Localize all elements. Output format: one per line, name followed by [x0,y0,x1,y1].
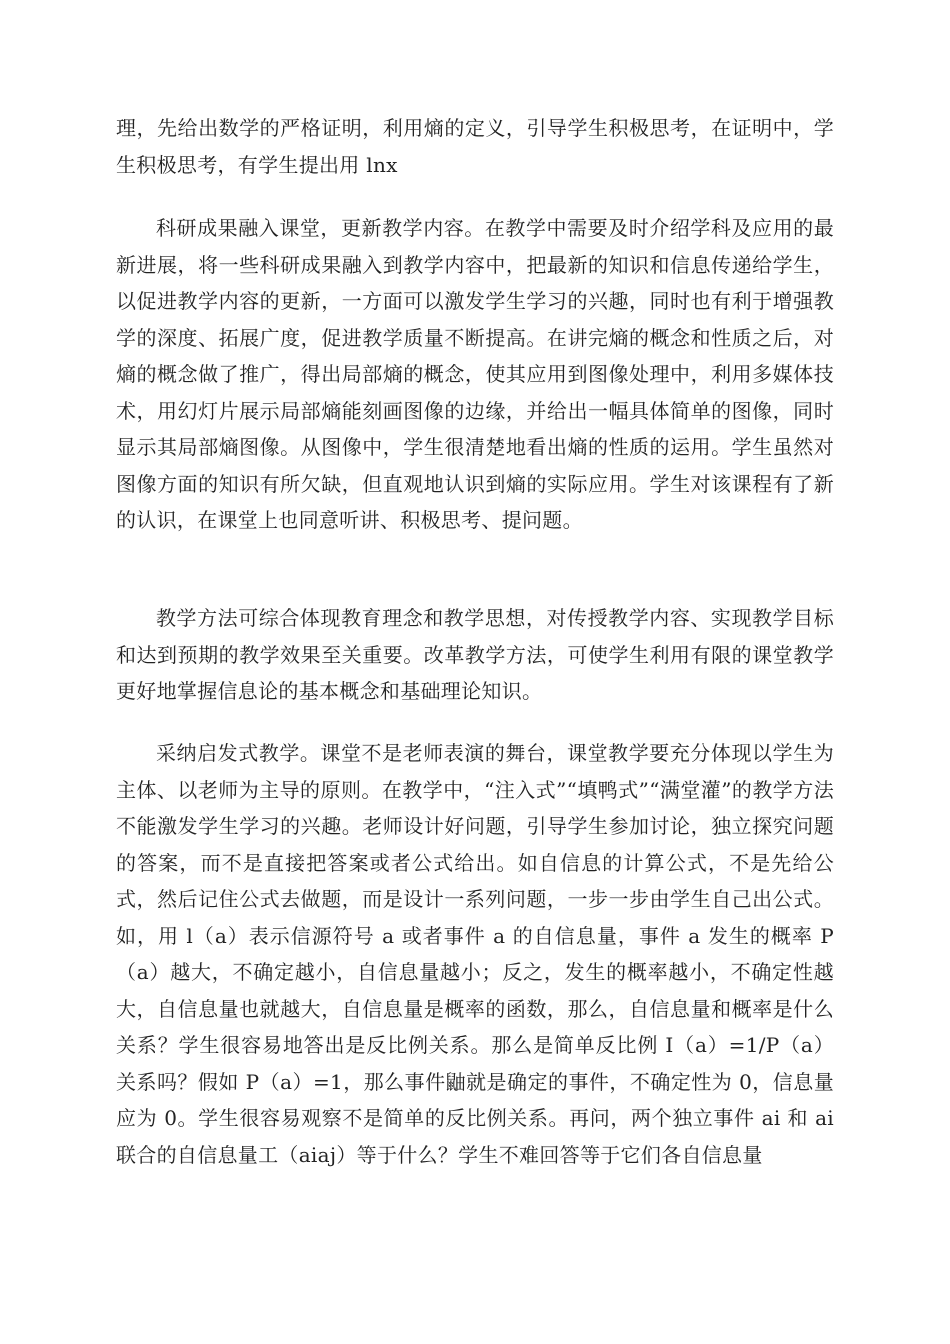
paragraph-teaching-methods: 教学方法可综合体现教育理念和教学思想，对传授教学内容、实现教学目标和达到预期的教学效果至关重要。改革教学方法，可使学生利用有限的课堂教学更好地掌握信息论的基本概念和基础理论知识。 [116,606,834,703]
paragraph-research-integration: 科研成果融入课堂，更新教学内容。在教学中需要及时介绍学科及应用的最新进展，将一些科研成果融入到教学内容中，把最新的知识和信息传递给学生，以促进教学内容的更新，一方面可以激发学生学习的兴趣，同时也有利于增强教学的深度、拓展广度，促进教学质量不断提高。在讲完熵的概念和性质之后，对熵的概念做了推广，得出局部熵的概念，使其应用到图像处理中，利用多媒体技术，用幻灯片展示局部熵能刻画图像的边缘，并给出一幅具体简单的图像，同时显示其局部熵图像。从图像中，学生很清楚地看出熵的性质的运用。学生虽然对图像方面的知识有所欠缺，但直观地认识到熵的实际应用。学生对该课程有了新的认识，在课堂上也同意听讲、积极思考、提问题。 [116,216,834,532]
paragraph-proof-continuation: 理，先给出数学的严格证明，利用熵的定义，引导学生积极思考，在证明中，学生积极思考，有学生提出用 lnx [116,116,834,177]
paragraph-heuristic-teaching: 采纳启发式教学。课堂不是老师表演的舞台，课堂教学要充分体现以学生为主体、以老师为主导的原则。在教学中，“注入式”“填鸭式”“满堂灌”的教学方法不能激发学生学习的兴趣。老师设计好问题，引导学生参加讨论，独立探究问题的答案，而不是直接把答案或者公式给出。如自信息的计算公式，不是先给公式，然后记住公式去做题，而是设计一系列问题，一步一步由学生自己出公式。如，用 l（a）表示信源符号 a 或者事件 a 的自信息量，事件 a 发生的概率 P（a）越大，不确定越小，自信息量越小；反之，发生的概率越小，不确定性越大，自信息量也就越大，自信息量是概率的函数，那么，自信息量和概率是什么关系？学生很容易地答出是反比例关系。那么是简单反比例 I（a）=1/P（a）关系吗？假如 P（a）=1，那么事件鼬就是确定的事件，不确定性为 0，信息量应为 0。学生很容易观察不是简单的反比例关系。再问，两个独立事件 ai 和 ai 联合的自信息量工（aiaj）等于什么？学生不难回答等于它们各自信息量 [116,741,834,1167]
